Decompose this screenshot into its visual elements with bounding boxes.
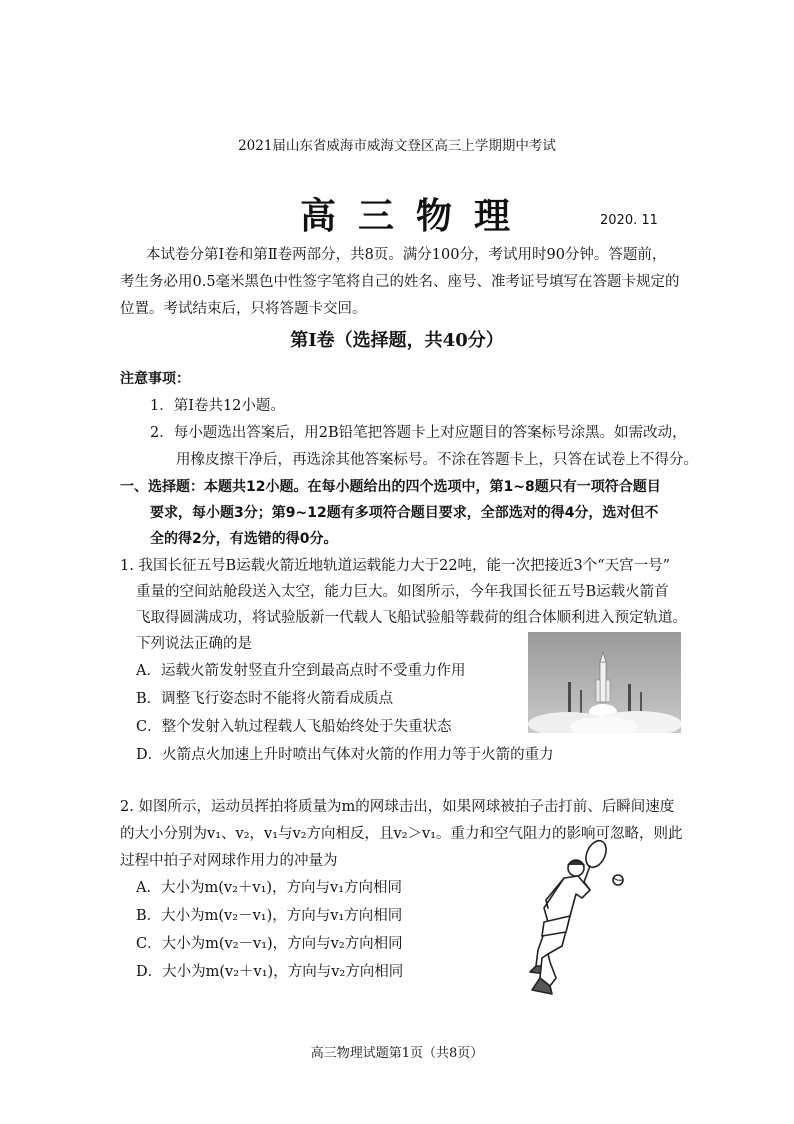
q1-stem-line-1: 1. 我国长征五号B运载火箭近地轨道运载能力大于22吨，能一次把接近3个“天宫一号” [120, 558, 671, 574]
tennis-player-image [518, 838, 630, 1002]
q1-option-a: A．运载火箭发射竖直升空到最高点时不受重力作用 [136, 663, 466, 679]
q1-option-c: C．整个发射入轨过程载人飞船始终处于失重状态 [136, 719, 452, 735]
exam-header: 2021届山东省威海市威海文登区高三上学期期中考试 [238, 138, 556, 154]
q2-option-c: C．大小为m(v₂－v₁)，方向与v₂方向相同 [136, 936, 403, 952]
rocket-launch-image [528, 632, 681, 733]
intro-line-2: 考生务必用0.5毫米黑色中性签字笔将自己的姓名、座号、准考证号填写在答题卡规定的 [120, 274, 680, 290]
q2-option-a: A．大小为m(v₂＋v₁)，方向与v₁方向相同 [136, 880, 403, 896]
intro-line-3: 位置。考试结束后，只将答题卡交回。 [120, 301, 367, 317]
intro-line-1: 本试卷分第Ⅰ卷和第Ⅱ卷两部分，共8页。满分100分，考试用时90分钟。答题前， [146, 247, 667, 263]
note-item-2: 2．每小题选出答案后，用2B铅笔把答题卡上对应题目的答案标号涂黑。如需改动， [150, 425, 687, 441]
q2-option-b: B．大小为m(v₂－v₁)，方向与v₁方向相同 [136, 908, 403, 924]
exam-date: 2020. 11 [600, 213, 658, 228]
q2-stem-line-1: 2. 如图所示，运动员挥拍将质量为m的网球击出，如果网球被拍子击打前、后瞬间速度 [120, 799, 675, 815]
q1-option-b: B．调整飞行姿态时不能将火箭看成质点 [136, 691, 394, 707]
page-footer: 高三物理试题第1页（共8页） [310, 1046, 484, 1061]
q2-option-d: D．大小为m(v₂＋v₁)，方向与v₂方向相同 [136, 964, 404, 980]
q1-stem-line-3: 飞取得圆满成功，将试验版新一代载人飞船试验船等载荷的组合体顺利进入预定轨道。 [136, 610, 687, 626]
note-item-1: 1．第Ⅰ卷共12小题。 [150, 398, 285, 414]
note-item-2-cont: 用橡皮擦干净后，再选涂其他答案标号。不涂在答题卡上，只答在试卷上不得分。 [176, 452, 698, 468]
q1-stem-line-2: 重量的空间站舱段送入太空，能力巨大。如图所示，今年我国长征五号B运载火箭首 [136, 584, 669, 600]
part-one-line-2: 要求，每小题3分；第9~12题有多项符合题目要求，全部选对的得4分，选对但不 [150, 505, 659, 521]
part-one-line-3: 全的得2分，有选错的得0分。 [150, 531, 338, 547]
q2-stem-line-2: 的大小分别为v₁、v₂，v₁与v₂方向相反，且v₂＞v₁。重力和空气阻力的影响可忽略，则此 [120, 826, 683, 842]
q1-stem-line-4: 下列说法正确的是 [136, 636, 252, 652]
q2-stem-line-3: 过程中拍子对网球作用力的冲量为 [120, 853, 338, 869]
page-title: 高三物理 [300, 195, 533, 237]
part-one-line-1: 一、选择题：本题共12小题。在每小题给出的四个选项中，第1~8题只有一项符合题目 [120, 479, 661, 495]
q1-option-d: D．火箭点火加速上升时喷出气体对火箭的作用力等于火箭的重力 [136, 747, 554, 763]
notes-heading: 注意事项： [120, 371, 190, 387]
section-title: 第Ⅰ卷（选择题，共40分） [290, 330, 504, 351]
